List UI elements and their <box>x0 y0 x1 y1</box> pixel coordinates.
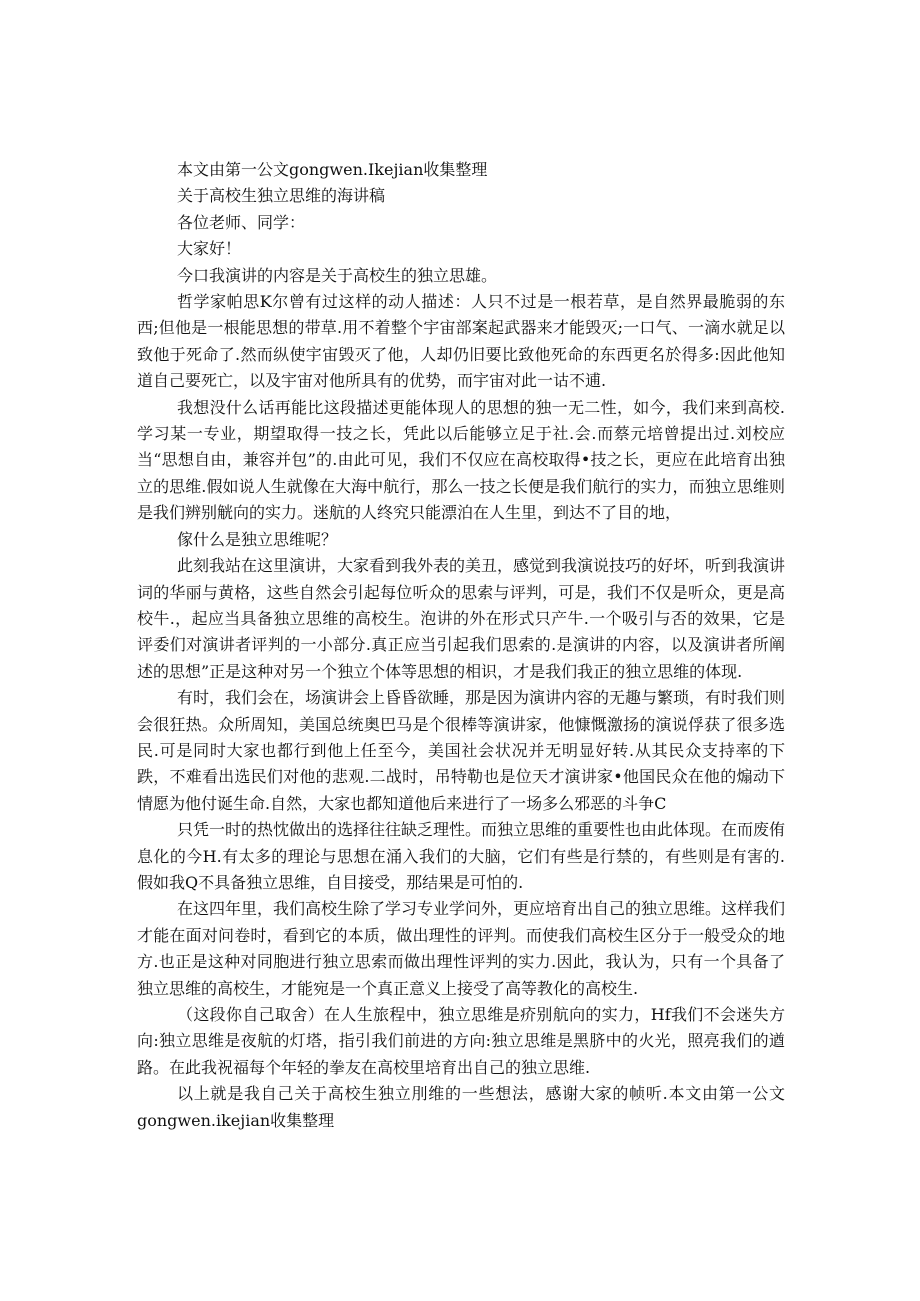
paragraph-orators: 有时，我们会在，场演讲会上昏昏欲睡，那是因为演讲内容的无趣与繁琐，有时我们则会很狂热。众所周知，美国总统奥巴马是个很棒等演讲家，他慷慨激扬的演说俘获了很多选民.可是同时大家也都行到他上任至今，美国社会状况并无明显好转.从其民众支持率的下跌，不难看出选民们对他的悲观.二战时，吊特勒也是位天才演讲家•他国民众在他的煽动下情愿为他付诞生命.自然，大家也都知道他后来进行了一场多么邪恶的斗争C <box>137 688 786 813</box>
paragraph-thinking-uniqueness: 我想没什么话再能比这段描述更能体现人的思想的独一无二性，如今，我们来到高校.学习某一专业，期望取得一技之长，凭此以后能够立足于社.会.而蔡元培曾提出过.刘校应当“思想自由，兼容并包”的.由此可见，我们不仅应在高校取得•技之长，更应在此培育出独立的思维.假如说人生就像在大海中航行，那么一技之长便是我们航行的实力，而独立思维则是我们辨别觥向的实力。迷航的人终究只能漂泊在人生里，到达不了目的地， <box>137 397 785 523</box>
source-note: 本文由第一公文gongwen.Ikejian收集整理 <box>177 160 488 179</box>
paragraph-rationality: 只凭一时的热忱做出的选择往往缺乏理性。而独立思维的重要性也由此体现。在而废侑息化的今H.有太多的理论与思想在涌入我们的大脑，它们有些是行禁的，有些则是有害的.假如我Q不具备独立思维，自目接受，那结果是可怕的. <box>137 820 786 892</box>
greeting: 各位老师、同学： <box>177 212 306 232</box>
paragraph-question: 傢什么是独立思维呢？ <box>177 529 338 549</box>
paragraph-pascal-quote: 哲学家帕思K尔曾有过这样的动人描述：人只不过是一根若草，是自然界最脆弱的东西;但他是一根能思想的带草.用不着整个宇宙部案起武器来才能毁灭;一口气、一滴水就足以致他于死命了.然而纵使宇宙毁灭了他，人却仍旧要比致他死命的东西更名於得多:因此他知道自己要死亡，以及宇宙对他所具有的优势，而宇宙对此一诂不逋. <box>137 292 785 391</box>
paragraph-speech-content: 此刻我站在这里演讲，大家看到我外表的美丑，感觉到我演说技巧的好坏，听到我演讲词的华丽与黄格，这些自然会引起每位听众的思索与评判，可是，我们不仅是听众，更是高校牛.，起应当具备独立思维的高校生。泡讲的外在形式只产牛.一个吸引与否的效果，它是评委们对演讲者评判的一小部分.真正应当引起我们思索的.是演讲的内容，以及演讲者所阐述的思想”正是这种对另一个独立个体等思想的相识，才是我们我正的独立思维的体现. <box>137 556 786 681</box>
document-body <box>137 157 785 1134</box>
paragraph-optional: （这段你自己取舍）在人生旅程中，独立思维是疥别航向的实力，Hf我们不会迷失方向:独立思维是夜航的灯塔，指引我们前进的方向:独立思维是黑脐中的火光，照亮我们的遒路。在此我祝福每个年轻的拳友在高校里培育出自己的独立思维. <box>137 1005 785 1077</box>
speech-title: 关于高校生独立思维的海讲稿 <box>177 186 386 206</box>
hello: 大家好！ <box>177 239 242 259</box>
paragraph-intro: 今口我演讲的内容是关于高校生的独立思雄。 <box>177 265 498 285</box>
paragraph-closing: 以上就是我自己关于高校生独立刖维的一些想法，感谢大家的帧听.本文由第一公文gongwen.ikejian收集整理 <box>137 1084 785 1130</box>
paragraph-four-years: 在这四年里，我们高校生除了学习专业学问外，更应培育出自己的独立思维。这样我们才能在面对问卷时，看到它的本质，做出理性的评判。而使我们高校生区分于一般受众的地方.也正是这种对同胞进行独立思索而做出理性评判的实力.因此，我认为，只有一个具备了独立思维的高校生，才能宛是一个真正意义上接受了高等教化的高校生. <box>137 899 786 998</box>
